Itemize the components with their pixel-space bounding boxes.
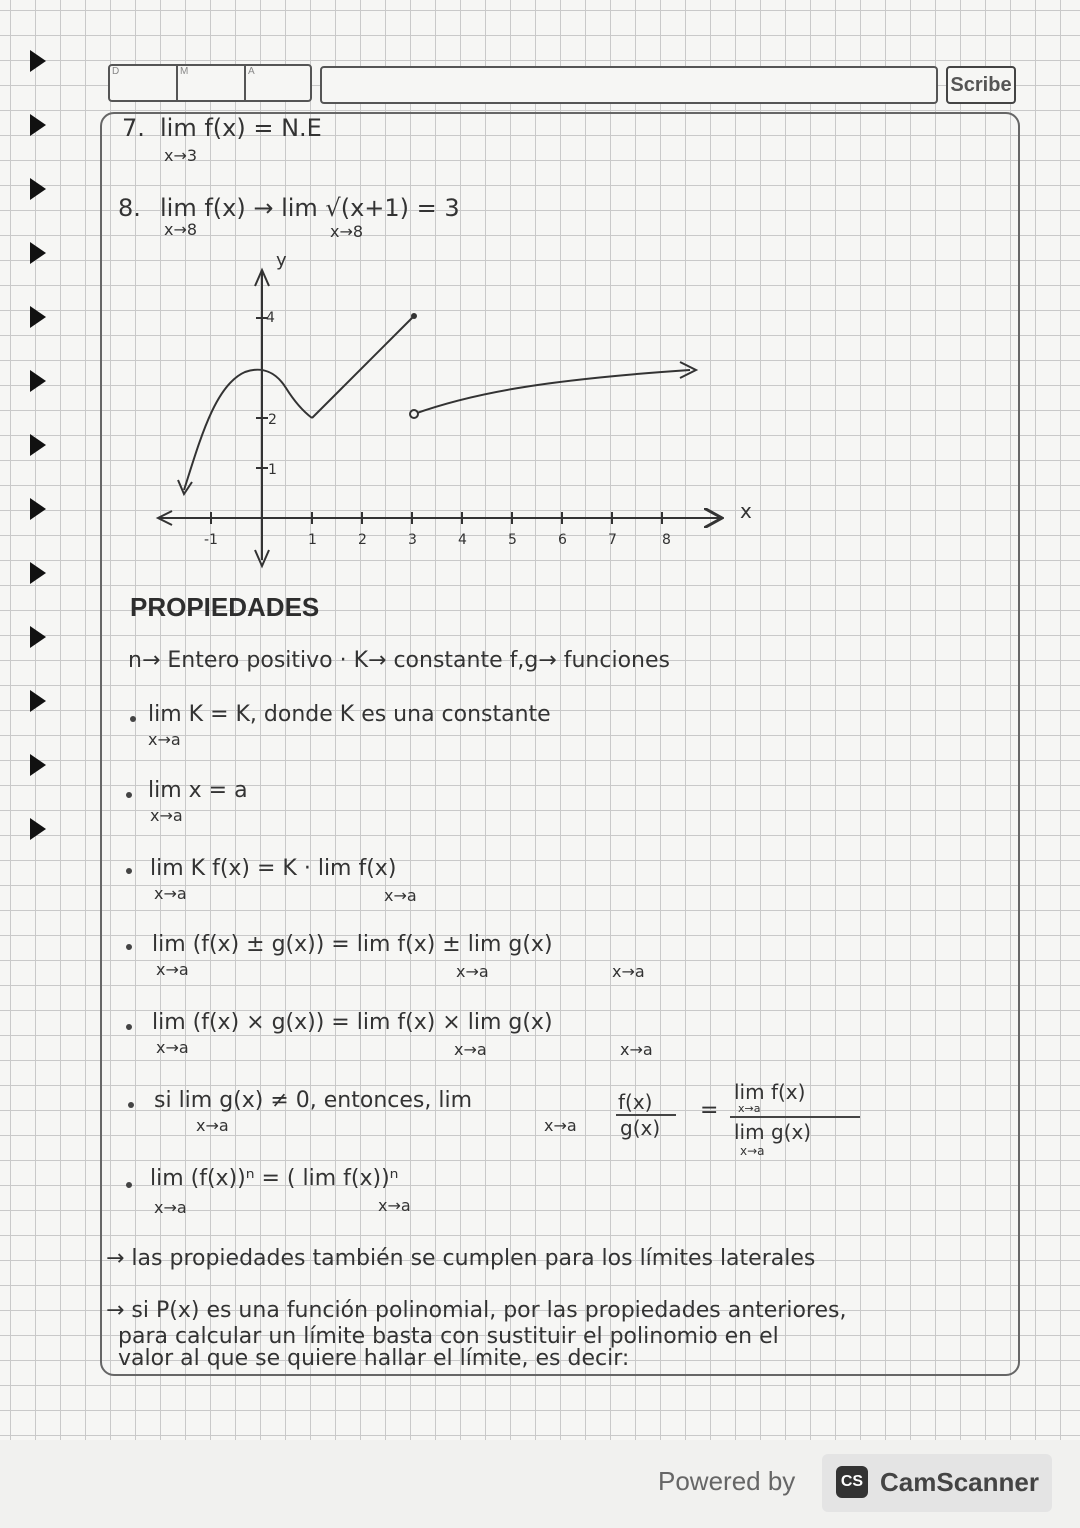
prop6-subscript: x→a: [196, 1116, 229, 1135]
x-tick-2: 2: [358, 532, 367, 548]
prop6-rhs-numerator: lim f(x): [734, 1080, 806, 1104]
y-axis-label: y: [276, 250, 287, 271]
prop2-expression: lim x = a: [148, 778, 248, 803]
y-tick-2: 2: [268, 412, 277, 428]
item7-expression: lim f(x) = N.E: [160, 114, 322, 142]
x-tick-7: 7: [608, 532, 617, 548]
prop4-subscript: x→a: [156, 960, 189, 979]
curve-right-branch: [414, 370, 690, 414]
date-label-d: D: [112, 66, 120, 77]
y-tick-1: 1: [268, 462, 277, 478]
x-tick-neg1: -1: [204, 532, 218, 548]
date-label-m: M: [180, 66, 189, 77]
item7-number: 7.: [122, 114, 145, 142]
function-graph: [0, 0, 1080, 600]
prop5-subscript-3: x→a: [620, 1040, 653, 1059]
x-tick-6: 6: [558, 532, 567, 548]
prop6-expression: si lim g(x) ≠ 0, entonces, lim: [154, 1088, 473, 1113]
brand-logo: Scribe: [946, 66, 1016, 104]
endpoint-filled: [411, 313, 417, 319]
bullet-3: [126, 868, 132, 874]
prop7-subscript-2: x→a: [378, 1196, 411, 1215]
prop1-expression: lim K = K, donde K es una constante: [148, 702, 551, 727]
prop6-rhs-denominator-subscript: x→a: [740, 1144, 765, 1158]
bullet-6: [128, 1102, 134, 1108]
prop6-subscript-2: x→a: [544, 1116, 577, 1135]
endpoint-open: [410, 410, 418, 418]
prop5-subscript-2: x→a: [454, 1040, 487, 1059]
bullet-7: [126, 1182, 132, 1188]
prop6-fraction-denominator: g(x): [620, 1116, 661, 1140]
prop4-subscript-2: x→a: [456, 962, 489, 981]
prop6-fraction-numerator: f(x): [618, 1090, 653, 1114]
bullet-5: [126, 1024, 132, 1030]
powered-by-text: Powered by: [658, 1466, 796, 1496]
bullet-4: [126, 944, 132, 950]
prop2-subscript: x→a: [150, 806, 183, 825]
prop5-subscript: x→a: [156, 1038, 189, 1057]
x-tick-4: 4: [458, 532, 467, 548]
y-tick-4: 4: [266, 310, 275, 326]
item7-subscript: x→3: [164, 146, 198, 165]
x-tick-3: 3: [408, 532, 417, 548]
prop7-expression: lim (f(x))ⁿ = ( lim f(x))ⁿ: [150, 1166, 399, 1191]
camscanner-name: CamScanner: [880, 1467, 1039, 1497]
prop6-equals: =: [700, 1098, 719, 1123]
item8-expression: lim f(x) → lim √(x+1) = 3: [160, 194, 460, 222]
prop6-rhs-fraction-bar: [730, 1116, 860, 1118]
item8-number: 8.: [118, 194, 141, 222]
definitions-line: n→ Entero positivo · K→ constante f,g→ funciones: [128, 648, 670, 673]
prop3-subscript-2: x→a: [384, 886, 417, 905]
bullet-1: [130, 716, 136, 722]
prop4-subscript-3: x→a: [612, 962, 645, 981]
x-tick-5: 5: [508, 532, 517, 548]
curve-rising-segment: [312, 316, 414, 418]
item8-subscript-1: x→8: [164, 220, 198, 239]
note-lateral-limits: → las propiedades también se cumplen para los límites laterales: [106, 1246, 816, 1271]
x-tick-1: 1: [308, 532, 317, 548]
x-axis-label: x: [740, 499, 752, 523]
prop5-expression: lim (f(x) × g(x)) = lim f(x) × lim g(x): [152, 1010, 553, 1035]
note-polynomial-line2: para calcular un límite basta con sustituir el polinomio en el: [118, 1324, 779, 1349]
bullet-2: [126, 792, 132, 798]
prop4-expression: lim (f(x) ± g(x)) = lim f(x) ± lim g(x): [152, 932, 553, 957]
prop7-subscript: x→a: [154, 1198, 187, 1217]
prop6-rhs-denominator: lim g(x): [734, 1120, 812, 1144]
item8-subscript-2: x→8: [330, 222, 364, 241]
camscanner-logo-icon: CS: [836, 1466, 868, 1498]
date-label-a: A: [248, 66, 255, 77]
prop6-rhs-numerator-subscript: x→a: [738, 1102, 761, 1115]
prop1-subscript: x→a: [148, 730, 181, 749]
note-polynomial-line3: valor al que se quiere hallar el límite, es decir:: [118, 1346, 630, 1371]
x-tick-8: 8: [662, 532, 671, 548]
prop3-subscript: x→a: [154, 884, 187, 903]
prop3-expression: lim K f(x) = K · lim f(x): [150, 856, 397, 881]
note-polynomial-line1: → si P(x) es una función polinomial, por las propiedades anteriores,: [106, 1298, 847, 1323]
section-title: PROPIEDADES: [130, 592, 320, 622]
curve-left-arc: [184, 370, 312, 490]
